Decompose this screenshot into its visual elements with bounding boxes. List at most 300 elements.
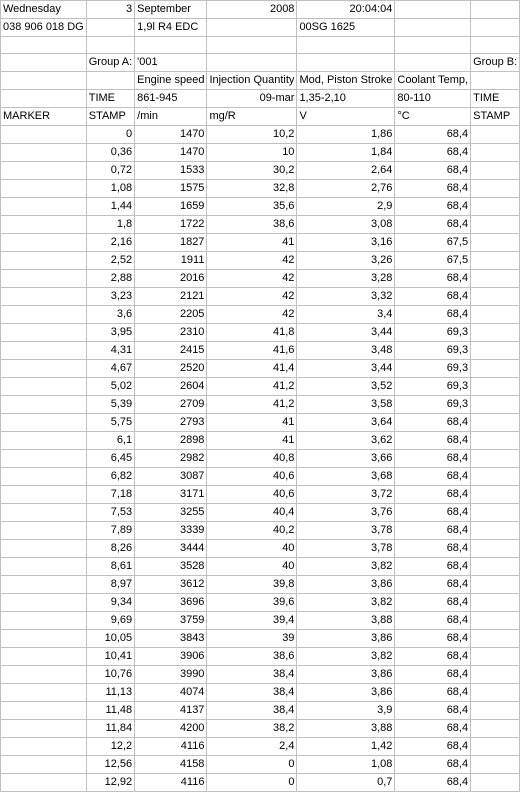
data-cell[interactable]: 68,4: [395, 198, 471, 216]
marker-cell[interactable]: [1, 414, 87, 432]
header-cell[interactable]: [207, 54, 297, 72]
data-cell[interactable]: 5,39: [86, 396, 134, 414]
header-cell[interactable]: [1, 72, 87, 90]
data-cell[interactable]: 41: [207, 432, 297, 450]
data-cell[interactable]: 3528: [135, 558, 207, 576]
marker-cell[interactable]: [1, 522, 87, 540]
header-cell[interactable]: [135, 37, 207, 54]
marker-cell[interactable]: [1, 504, 87, 522]
data-cell[interactable]: 3759: [135, 612, 207, 630]
header-cell[interactable]: [86, 19, 134, 37]
data-cell[interactable]: 41,8: [207, 324, 297, 342]
header-cell[interactable]: [471, 37, 520, 54]
data-cell[interactable]: 3,16: [297, 234, 395, 252]
data-cell[interactable]: 1659: [135, 198, 207, 216]
data-cell[interactable]: 3339: [135, 522, 207, 540]
empty-cell[interactable]: [471, 252, 520, 270]
data-cell[interactable]: 5,75: [86, 414, 134, 432]
marker-cell[interactable]: [1, 324, 87, 342]
marker-cell[interactable]: [1, 756, 87, 774]
data-cell[interactable]: 2709: [135, 396, 207, 414]
data-cell[interactable]: 3,48: [297, 342, 395, 360]
data-cell[interactable]: 3,58: [297, 396, 395, 414]
header-cell[interactable]: V: [297, 108, 395, 126]
header-cell[interactable]: [1, 90, 87, 108]
header-cell[interactable]: 038 906 018 DG: [1, 19, 87, 37]
header-cell[interactable]: [471, 72, 520, 90]
data-cell[interactable]: 0: [86, 126, 134, 144]
data-cell[interactable]: 11,84: [86, 720, 134, 738]
header-cell[interactable]: 1,35-2,10: [297, 90, 395, 108]
header-cell[interactable]: 80-110: [395, 90, 471, 108]
header-cell[interactable]: 20:04:04: [297, 1, 395, 19]
data-cell[interactable]: 3612: [135, 576, 207, 594]
data-cell[interactable]: 68,4: [395, 216, 471, 234]
data-cell[interactable]: 3,72: [297, 486, 395, 504]
empty-cell[interactable]: [471, 306, 520, 324]
empty-cell[interactable]: [471, 288, 520, 306]
data-cell[interactable]: 68,4: [395, 756, 471, 774]
data-cell[interactable]: 4116: [135, 738, 207, 756]
data-cell[interactable]: 68,4: [395, 630, 471, 648]
data-cell[interactable]: 1,84: [297, 144, 395, 162]
data-cell[interactable]: 1,86: [297, 126, 395, 144]
data-cell[interactable]: 3171: [135, 486, 207, 504]
empty-cell[interactable]: [471, 468, 520, 486]
data-cell[interactable]: 3,76: [297, 504, 395, 522]
marker-cell[interactable]: [1, 162, 87, 180]
data-cell[interactable]: 0,7: [297, 774, 395, 792]
header-cell[interactable]: [395, 19, 471, 37]
data-cell[interactable]: 3,86: [297, 630, 395, 648]
data-cell[interactable]: 7,53: [86, 504, 134, 522]
marker-cell[interactable]: [1, 630, 87, 648]
data-cell[interactable]: 2,76: [297, 180, 395, 198]
header-cell[interactable]: Coolant Temp,: [395, 72, 471, 90]
marker-cell[interactable]: [1, 486, 87, 504]
header-cell[interactable]: mg/R: [207, 108, 297, 126]
data-cell[interactable]: 3,78: [297, 522, 395, 540]
marker-cell[interactable]: [1, 576, 87, 594]
data-cell[interactable]: 0: [207, 756, 297, 774]
data-cell[interactable]: 38,6: [207, 216, 297, 234]
data-cell[interactable]: 11,48: [86, 702, 134, 720]
data-cell[interactable]: 4,31: [86, 342, 134, 360]
data-cell[interactable]: 39,6: [207, 594, 297, 612]
data-cell[interactable]: 1470: [135, 126, 207, 144]
data-cell[interactable]: 41: [207, 234, 297, 252]
data-cell[interactable]: 3906: [135, 648, 207, 666]
data-cell[interactable]: 69,3: [395, 324, 471, 342]
marker-cell[interactable]: [1, 396, 87, 414]
marker-cell[interactable]: [1, 612, 87, 630]
header-cell[interactable]: /min: [135, 108, 207, 126]
data-cell[interactable]: 38,4: [207, 666, 297, 684]
data-cell[interactable]: 3,64: [297, 414, 395, 432]
marker-cell[interactable]: [1, 288, 87, 306]
data-cell[interactable]: 2121: [135, 288, 207, 306]
data-cell[interactable]: 40,6: [207, 486, 297, 504]
header-cell[interactable]: 00SG 1625: [297, 19, 395, 37]
data-cell[interactable]: 40: [207, 540, 297, 558]
data-cell[interactable]: 3444: [135, 540, 207, 558]
data-cell[interactable]: 1,08: [297, 756, 395, 774]
data-cell[interactable]: 10: [207, 144, 297, 162]
header-cell[interactable]: [471, 19, 520, 37]
marker-cell[interactable]: [1, 252, 87, 270]
data-cell[interactable]: 3,32: [297, 288, 395, 306]
data-cell[interactable]: 1,44: [86, 198, 134, 216]
data-cell[interactable]: 4,67: [86, 360, 134, 378]
data-cell[interactable]: 3,86: [297, 666, 395, 684]
empty-cell[interactable]: [471, 270, 520, 288]
data-cell[interactable]: 68,4: [395, 180, 471, 198]
header-cell[interactable]: [297, 54, 395, 72]
data-cell[interactable]: 2,16: [86, 234, 134, 252]
data-cell[interactable]: 67,5: [395, 234, 471, 252]
data-cell[interactable]: 68,4: [395, 558, 471, 576]
data-cell[interactable]: 68,4: [395, 486, 471, 504]
empty-cell[interactable]: [471, 612, 520, 630]
empty-cell[interactable]: [471, 738, 520, 756]
data-cell[interactable]: 68,4: [395, 126, 471, 144]
marker-cell[interactable]: [1, 198, 87, 216]
data-cell[interactable]: 40,8: [207, 450, 297, 468]
data-cell[interactable]: 35,6: [207, 198, 297, 216]
data-cell[interactable]: 12,92: [86, 774, 134, 792]
data-cell[interactable]: 10,76: [86, 666, 134, 684]
empty-cell[interactable]: [471, 702, 520, 720]
data-cell[interactable]: 68,4: [395, 684, 471, 702]
data-cell[interactable]: 30,2: [207, 162, 297, 180]
data-cell[interactable]: 69,3: [395, 360, 471, 378]
data-cell[interactable]: 2016: [135, 270, 207, 288]
data-cell[interactable]: 4137: [135, 702, 207, 720]
data-cell[interactable]: 1575: [135, 180, 207, 198]
empty-cell[interactable]: [471, 630, 520, 648]
data-cell[interactable]: 3,88: [297, 612, 395, 630]
empty-cell[interactable]: [471, 450, 520, 468]
header-cell[interactable]: Wednesday: [1, 1, 87, 19]
header-cell[interactable]: Group A:: [86, 54, 134, 72]
empty-cell[interactable]: [471, 576, 520, 594]
marker-cell[interactable]: [1, 432, 87, 450]
data-cell[interactable]: 3,86: [297, 576, 395, 594]
data-cell[interactable]: 67,5: [395, 252, 471, 270]
data-cell[interactable]: 3,9: [297, 702, 395, 720]
empty-cell[interactable]: [471, 378, 520, 396]
data-cell[interactable]: 3,78: [297, 540, 395, 558]
data-cell[interactable]: 3,95: [86, 324, 134, 342]
header-cell[interactable]: September: [135, 1, 207, 19]
marker-cell[interactable]: [1, 450, 87, 468]
data-cell[interactable]: 3,88: [297, 720, 395, 738]
marker-cell[interactable]: [1, 234, 87, 252]
data-cell[interactable]: 41,2: [207, 396, 297, 414]
empty-cell[interactable]: [471, 360, 520, 378]
data-cell[interactable]: 12,56: [86, 756, 134, 774]
data-cell[interactable]: 68,4: [395, 540, 471, 558]
data-cell[interactable]: 41,2: [207, 378, 297, 396]
data-cell[interactable]: 3,28: [297, 270, 395, 288]
data-cell[interactable]: 68,4: [395, 666, 471, 684]
data-cell[interactable]: 2898: [135, 432, 207, 450]
marker-cell[interactable]: [1, 216, 87, 234]
empty-cell[interactable]: [471, 324, 520, 342]
data-cell[interactable]: 40,4: [207, 504, 297, 522]
data-cell[interactable]: 2,64: [297, 162, 395, 180]
data-cell[interactable]: 68,4: [395, 720, 471, 738]
data-cell[interactable]: 68,4: [395, 144, 471, 162]
header-cell[interactable]: [86, 37, 134, 54]
marker-cell[interactable]: [1, 540, 87, 558]
data-cell[interactable]: 6,45: [86, 450, 134, 468]
marker-cell[interactable]: [1, 648, 87, 666]
header-cell[interactable]: [207, 37, 297, 54]
empty-cell[interactable]: [471, 684, 520, 702]
marker-cell[interactable]: [1, 126, 87, 144]
header-cell[interactable]: [1, 54, 87, 72]
empty-cell[interactable]: [471, 558, 520, 576]
empty-cell[interactable]: [471, 666, 520, 684]
data-cell[interactable]: 6,82: [86, 468, 134, 486]
data-cell[interactable]: 7,89: [86, 522, 134, 540]
empty-cell[interactable]: [471, 594, 520, 612]
data-cell[interactable]: 41,4: [207, 360, 297, 378]
data-cell[interactable]: 8,61: [86, 558, 134, 576]
data-cell[interactable]: 2,4: [207, 738, 297, 756]
header-cell[interactable]: [395, 37, 471, 54]
data-cell[interactable]: 2520: [135, 360, 207, 378]
data-cell[interactable]: 0,36: [86, 144, 134, 162]
data-cell[interactable]: 3843: [135, 630, 207, 648]
data-cell[interactable]: 1,8: [86, 216, 134, 234]
data-cell[interactable]: 68,4: [395, 432, 471, 450]
data-cell[interactable]: 3696: [135, 594, 207, 612]
data-cell[interactable]: 1,08: [86, 180, 134, 198]
data-cell[interactable]: 3,23: [86, 288, 134, 306]
header-cell[interactable]: Injection Quantity: [207, 72, 297, 90]
data-cell[interactable]: 2982: [135, 450, 207, 468]
data-cell[interactable]: 8,97: [86, 576, 134, 594]
data-cell[interactable]: 68,4: [395, 612, 471, 630]
header-cell[interactable]: 861-945: [135, 90, 207, 108]
data-cell[interactable]: 3,68: [297, 468, 395, 486]
data-cell[interactable]: 68,4: [395, 774, 471, 792]
data-cell[interactable]: 7,18: [86, 486, 134, 504]
empty-cell[interactable]: [471, 504, 520, 522]
data-cell[interactable]: 3,26: [297, 252, 395, 270]
data-cell[interactable]: 2,88: [86, 270, 134, 288]
data-cell[interactable]: 3990: [135, 666, 207, 684]
empty-cell[interactable]: [471, 234, 520, 252]
header-cell[interactable]: [471, 1, 520, 19]
data-cell[interactable]: 68,4: [395, 738, 471, 756]
data-cell[interactable]: 1827: [135, 234, 207, 252]
marker-cell[interactable]: [1, 306, 87, 324]
data-cell[interactable]: 4116: [135, 774, 207, 792]
data-cell[interactable]: 2,52: [86, 252, 134, 270]
data-cell[interactable]: 68,4: [395, 702, 471, 720]
data-cell[interactable]: 68,4: [395, 450, 471, 468]
data-cell[interactable]: 69,3: [395, 342, 471, 360]
data-cell[interactable]: 3255: [135, 504, 207, 522]
empty-cell[interactable]: [471, 432, 520, 450]
data-cell[interactable]: 42: [207, 270, 297, 288]
header-cell[interactable]: TIME: [471, 90, 520, 108]
header-cell[interactable]: [395, 54, 471, 72]
data-cell[interactable]: 42: [207, 288, 297, 306]
header-cell[interactable]: °C: [395, 108, 471, 126]
marker-cell[interactable]: [1, 270, 87, 288]
data-cell[interactable]: 1533: [135, 162, 207, 180]
data-cell[interactable]: 3,4: [297, 306, 395, 324]
data-cell[interactable]: 38,4: [207, 702, 297, 720]
header-cell[interactable]: [207, 19, 297, 37]
data-cell[interactable]: 68,4: [395, 468, 471, 486]
empty-cell[interactable]: [471, 414, 520, 432]
marker-cell[interactable]: [1, 378, 87, 396]
data-cell[interactable]: 40,2: [207, 522, 297, 540]
data-cell[interactable]: 3,62: [297, 432, 395, 450]
data-cell[interactable]: 3,82: [297, 594, 395, 612]
header-cell[interactable]: [395, 1, 471, 19]
data-cell[interactable]: 2415: [135, 342, 207, 360]
marker-cell[interactable]: [1, 720, 87, 738]
data-cell[interactable]: 1470: [135, 144, 207, 162]
data-cell[interactable]: 42: [207, 252, 297, 270]
header-cell[interactable]: 09-mar: [207, 90, 297, 108]
header-cell[interactable]: 1,9l R4 EDC: [135, 19, 207, 37]
data-cell[interactable]: 2310: [135, 324, 207, 342]
marker-cell[interactable]: [1, 180, 87, 198]
empty-cell[interactable]: [471, 486, 520, 504]
data-cell[interactable]: 68,4: [395, 306, 471, 324]
data-cell[interactable]: 4158: [135, 756, 207, 774]
data-cell[interactable]: 4074: [135, 684, 207, 702]
data-cell[interactable]: 42: [207, 306, 297, 324]
data-cell[interactable]: 40,6: [207, 468, 297, 486]
data-cell[interactable]: 68,4: [395, 288, 471, 306]
data-cell[interactable]: 68,4: [395, 594, 471, 612]
data-cell[interactable]: 39,4: [207, 612, 297, 630]
data-cell[interactable]: 3087: [135, 468, 207, 486]
header-cell[interactable]: '001: [135, 54, 207, 72]
data-cell[interactable]: 9,34: [86, 594, 134, 612]
data-cell[interactable]: 3,52: [297, 378, 395, 396]
data-cell[interactable]: 68,4: [395, 522, 471, 540]
data-cell[interactable]: 38,6: [207, 648, 297, 666]
data-cell[interactable]: 3,66: [297, 450, 395, 468]
empty-cell[interactable]: [471, 162, 520, 180]
marker-cell[interactable]: [1, 702, 87, 720]
data-cell[interactable]: 10,05: [86, 630, 134, 648]
data-cell[interactable]: 38,4: [207, 684, 297, 702]
data-cell[interactable]: 3,82: [297, 558, 395, 576]
data-cell[interactable]: 6,1: [86, 432, 134, 450]
data-cell[interactable]: 11,13: [86, 684, 134, 702]
data-cell[interactable]: 68,4: [395, 162, 471, 180]
data-cell[interactable]: 41,6: [207, 342, 297, 360]
data-cell[interactable]: 2793: [135, 414, 207, 432]
data-cell[interactable]: 41: [207, 414, 297, 432]
header-cell[interactable]: STAMP: [471, 108, 520, 126]
data-cell[interactable]: 68,4: [395, 576, 471, 594]
data-cell[interactable]: 1911: [135, 252, 207, 270]
data-cell[interactable]: 39: [207, 630, 297, 648]
marker-cell[interactable]: [1, 144, 87, 162]
data-cell[interactable]: 10,2: [207, 126, 297, 144]
marker-cell[interactable]: [1, 468, 87, 486]
data-cell[interactable]: 9,69: [86, 612, 134, 630]
empty-cell[interactable]: [471, 522, 520, 540]
marker-cell[interactable]: [1, 558, 87, 576]
empty-cell[interactable]: [471, 756, 520, 774]
marker-cell[interactable]: [1, 666, 87, 684]
header-cell[interactable]: 3: [86, 1, 134, 19]
empty-cell[interactable]: [471, 198, 520, 216]
data-cell[interactable]: 2205: [135, 306, 207, 324]
data-cell[interactable]: 12,2: [86, 738, 134, 756]
empty-cell[interactable]: [471, 396, 520, 414]
data-cell[interactable]: 3,08: [297, 216, 395, 234]
header-cell[interactable]: 2008: [207, 1, 297, 19]
empty-cell[interactable]: [471, 144, 520, 162]
empty-cell[interactable]: [471, 342, 520, 360]
header-cell[interactable]: [86, 72, 134, 90]
marker-cell[interactable]: [1, 774, 87, 792]
marker-cell[interactable]: [1, 342, 87, 360]
header-cell[interactable]: Mod, Piston Stroke: [297, 72, 395, 90]
data-cell[interactable]: 40: [207, 558, 297, 576]
empty-cell[interactable]: [471, 648, 520, 666]
data-cell[interactable]: 3,44: [297, 360, 395, 378]
empty-cell[interactable]: [471, 216, 520, 234]
header-cell[interactable]: [1, 37, 87, 54]
data-cell[interactable]: 3,86: [297, 684, 395, 702]
header-cell[interactable]: STAMP: [86, 108, 134, 126]
data-cell[interactable]: 69,3: [395, 378, 471, 396]
data-cell[interactable]: 3,82: [297, 648, 395, 666]
marker-cell[interactable]: [1, 360, 87, 378]
empty-cell[interactable]: [471, 720, 520, 738]
data-cell[interactable]: 0: [207, 774, 297, 792]
data-cell[interactable]: 3,44: [297, 324, 395, 342]
header-cell[interactable]: Group B:: [471, 54, 520, 72]
data-cell[interactable]: 32,8: [207, 180, 297, 198]
data-cell[interactable]: 39,8: [207, 576, 297, 594]
data-cell[interactable]: 68,4: [395, 648, 471, 666]
marker-cell[interactable]: [1, 594, 87, 612]
data-cell[interactable]: 0,72: [86, 162, 134, 180]
data-cell[interactable]: 68,4: [395, 270, 471, 288]
data-cell[interactable]: 2,9: [297, 198, 395, 216]
data-cell[interactable]: 10,41: [86, 648, 134, 666]
data-cell[interactable]: 2604: [135, 378, 207, 396]
empty-cell[interactable]: [471, 126, 520, 144]
header-cell[interactable]: Engine speed: [135, 72, 207, 90]
data-cell[interactable]: 8,26: [86, 540, 134, 558]
empty-cell[interactable]: [471, 540, 520, 558]
data-cell[interactable]: 4200: [135, 720, 207, 738]
data-cell[interactable]: 38,2: [207, 720, 297, 738]
data-cell[interactable]: 1,42: [297, 738, 395, 756]
data-cell[interactable]: 1722: [135, 216, 207, 234]
header-cell[interactable]: [297, 37, 395, 54]
data-cell[interactable]: 69,3: [395, 396, 471, 414]
data-cell[interactable]: 5,02: [86, 378, 134, 396]
header-cell[interactable]: MARKER: [1, 108, 87, 126]
